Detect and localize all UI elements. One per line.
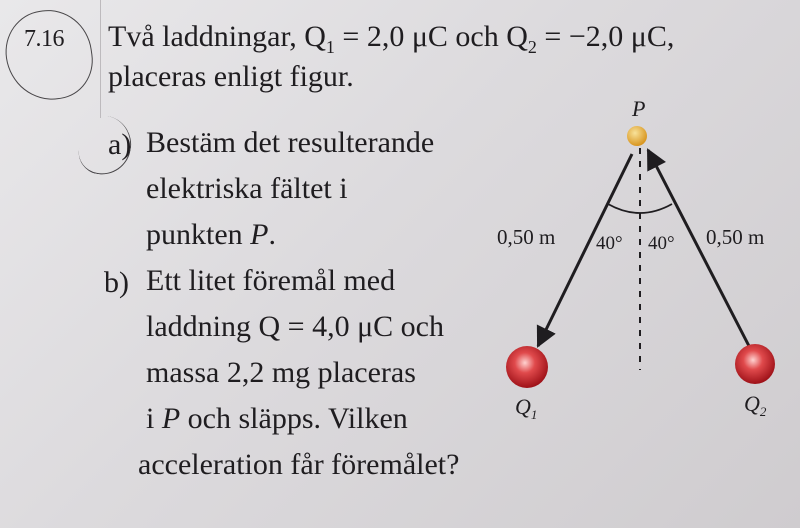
right-distance-label: 0,50 m (706, 225, 765, 249)
charge-q1 (506, 346, 548, 388)
part-a-line-1: Bestäm det resulterande (146, 126, 435, 159)
part-b-line-3: massa 2,2 mg placeras (146, 356, 416, 389)
part-b-line-4: i P och släpps. Vilken (146, 402, 408, 435)
part-a-label: a) (108, 128, 132, 161)
charge-q1-label: $Q_1$ (515, 394, 538, 422)
problem-number: 7.16 (24, 26, 64, 52)
part-b-line-5: acceleration får föremålet? (138, 448, 460, 481)
right-angle-label: 40° (648, 233, 675, 254)
part-a-line-2: elektriska fältet i (146, 172, 348, 205)
point-p-label: P (632, 96, 646, 121)
charge-q2-label: $Q_2$ (744, 391, 767, 419)
part-b-line-2: laddning Q = 4,0 μC och (146, 310, 444, 343)
left-distance-label: 0,50 m (497, 225, 556, 249)
part-b-label: b) (104, 266, 129, 299)
part-b-line-1: Ett litet föremål med (146, 264, 396, 297)
part-a-line-3: punkten P. (146, 218, 276, 251)
point-p-dot (627, 126, 647, 146)
intro-line-2: placeras enligt figur. (108, 60, 354, 93)
charge-q2 (735, 344, 775, 384)
intro-line-1: Två laddningar, $Q_1 = 2,0$ μC och $Q_2 = -2,0$ μC, (108, 20, 675, 57)
left-angle-label: 40° (596, 233, 623, 254)
